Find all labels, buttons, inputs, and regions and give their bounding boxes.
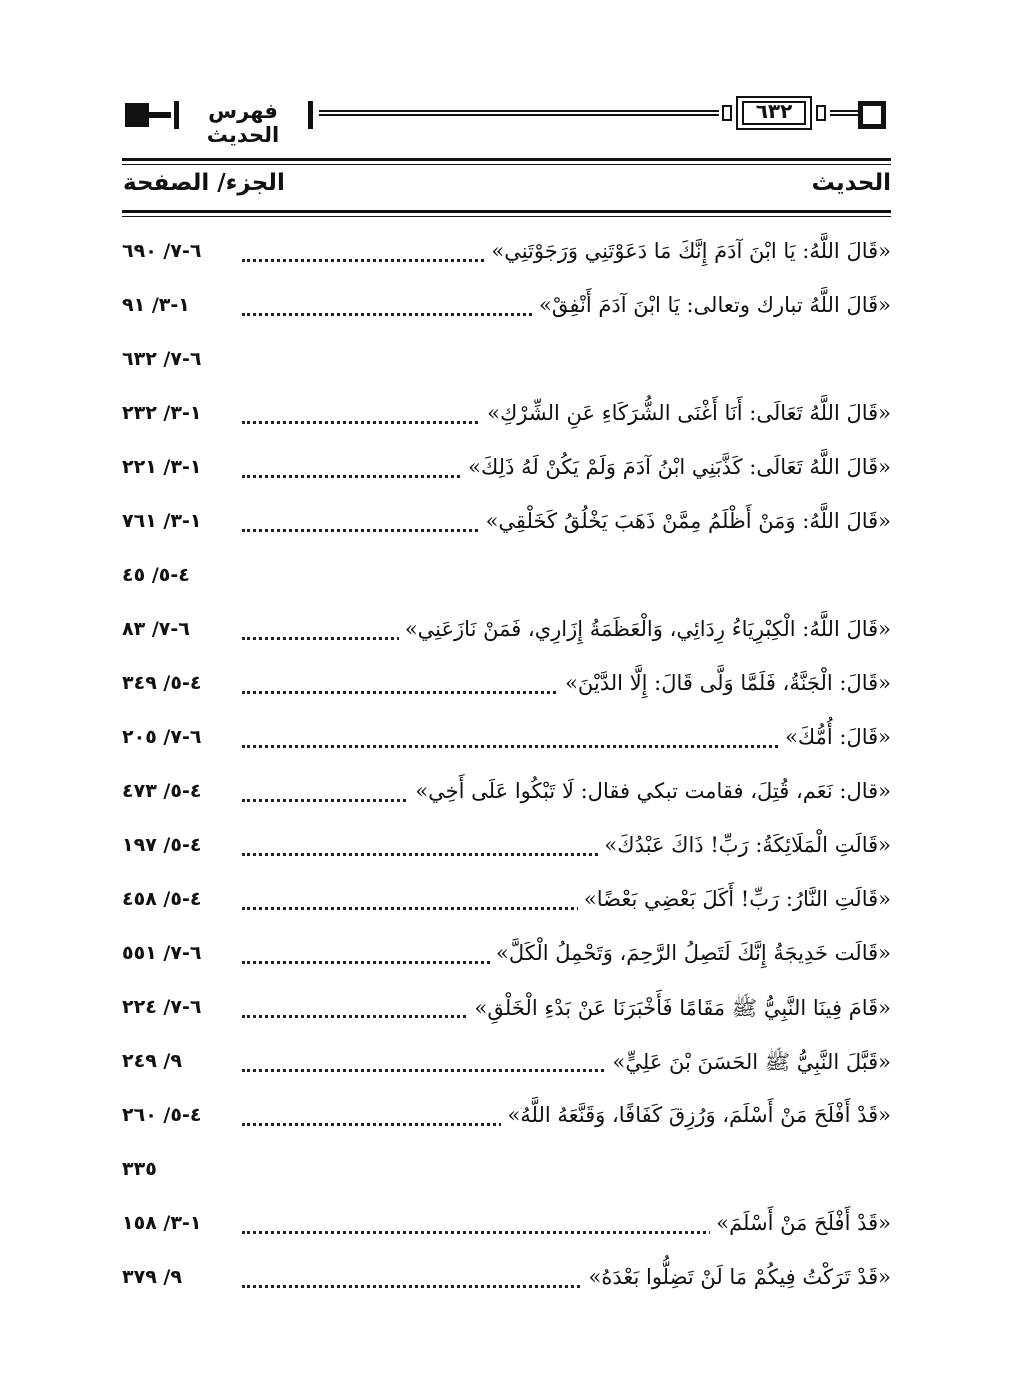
volume-page-reference: ١-٣/ ٩١ — [122, 294, 194, 316]
volume-page-reference: ١-٣/ ٢٢١ — [122, 456, 205, 478]
volume-page-reference: ٤-٥/ ٤٥٨ — [122, 888, 205, 910]
column-header-rule — [122, 210, 891, 213]
hadith-text: «قَالَ: الْجَنَّةُ، فَلَمَّا وَلَّى قَالَ: إِلَّا الدَّيْنَ» — [559, 671, 891, 695]
column-header-reference: الجزء/ الصفحة — [123, 170, 285, 196]
hadith-text: «قَالَ اللَّهُ: الْكِبْرِيَاءُ رِدَائِي، وَالْعَظَمَةُ إِزَارِي، فَمَنْ نَازَعَنِي» — [399, 617, 891, 641]
hadith-text: «قَالَ اللَّهُ تبارك وتعالى: يَا ابْنَ آدَمَ أَنْفِقْ» — [533, 293, 891, 317]
column-header-rule-thin — [122, 164, 891, 165]
volume-page-reference: ١-٣/ ١٥٨ — [122, 1212, 205, 1234]
header-rule — [319, 110, 719, 116]
hadith-text: «قال: نَعَم، قُتِلَ، فقامت تبكي فقال: لَا تَبْكُوا عَلَى أَخِي» — [409, 779, 891, 803]
hadith-text: «قَدْ أَفْلَحَ مَنْ أَسْلَمَ» — [710, 1211, 891, 1235]
index-entry — [122, 505, 891, 545]
hadith-text: «قَامَ فِينَا النَّبِيُّ ﷺ مَقَامًا فَأَخْبَرَنَا عَنْ بَدْءِ الْخَلْقِ» — [469, 995, 891, 1026]
volume-page-reference: ١-٣/ ٢٣٢ — [122, 402, 205, 424]
volume-page-reference: ٦-٧/ ٦٩٠ — [122, 240, 205, 262]
index-entry — [122, 1153, 891, 1193]
column-header-rule — [122, 158, 891, 161]
index-entry — [122, 397, 891, 437]
volume-page-reference: ٤-٥/ ٣٤٩ — [122, 672, 205, 694]
header-ornament-bar — [149, 112, 171, 118]
frame-ornament-left — [722, 105, 732, 121]
index-entry — [122, 1261, 891, 1301]
volume-page-reference: ٦-٧/ ٦٣٢ — [122, 348, 205, 370]
hadith-text: «قَالَ اللَّهُ تَعَالَى: كَذَّبَنِي ابْنُ آدَمَ وَلَمْ يَكُنْ لَهُ ذَلِكَ» — [462, 455, 891, 479]
column-header-hadith: الحديث — [811, 170, 891, 196]
leader-dots — [242, 745, 861, 748]
index-entry — [122, 559, 891, 599]
hadith-text: «قَالَ اللَّهُ تَعَالَى: أَنَا أَغْنَى الشُّرَكَاءِ عَنِ الشِّرْكِ» — [481, 401, 891, 425]
index-entry — [122, 1207, 891, 1247]
index-entry — [122, 667, 891, 707]
header-ornament-tick — [308, 101, 313, 129]
hadith-text: «قَالَ اللَّهُ: يَا ابْنَ آدَمَ إِنَّكَ مَا دَعَوْتَنِي وَرَجَوْتَنِي» — [485, 239, 891, 263]
volume-page-reference: ٤-٥/ ٤٧٣ — [122, 780, 205, 802]
running-header — [120, 95, 892, 147]
index-entry — [122, 613, 891, 653]
volume-page-reference: ٤-٥/ ١٩٧ — [122, 834, 205, 856]
hadith-text: «قَالَ: أُمُّكَ» — [779, 725, 891, 749]
index-entry — [122, 775, 891, 815]
header-rule-short — [830, 110, 858, 116]
running-header-title: فهرس الحديث — [206, 99, 280, 147]
header-ornament-hollow-square — [858, 101, 886, 129]
volume-page-reference: ٤-٥/ ٤٥ — [122, 564, 194, 586]
volume-page-reference: ٩/ ٢٤٩ — [122, 1050, 186, 1072]
column-header-rule-thin — [122, 216, 891, 217]
index-entry — [122, 991, 891, 1031]
volume-page-reference: ٩/ ٣٧٩ — [122, 1266, 186, 1288]
hadith-text: «قَالَتِ النَّارُ: رَبِّ! أَكَلَ بَعْضِي بَعْضًا» — [578, 887, 891, 911]
frame-ornament-right — [816, 105, 826, 121]
index-entry — [122, 1099, 891, 1139]
volume-page-reference: ٦-٧/ ٨٣ — [122, 618, 194, 640]
index-entry — [122, 829, 891, 869]
index-entry — [122, 721, 891, 761]
index-entry — [122, 937, 891, 977]
volume-page-reference: ٦-٧/ ٥٥١ — [122, 942, 205, 964]
header-ornament-tick — [174, 101, 179, 129]
hadith-text: «قَالَ اللَّهُ: وَمَنْ أَظْلَمُ مِمَّنْ ذَهَبَ يَخْلُقُ كَخَلْقِي» — [480, 509, 891, 533]
header-ornament-square — [125, 103, 149, 127]
index-entry — [122, 451, 891, 491]
hadith-text: «قَالَتِ الْمَلَائِكَةُ: رَبِّ! ذَاكَ عَبْدُكَ» — [598, 833, 891, 857]
volume-page-reference: ٦-٧/ ٢٢٤ — [122, 996, 205, 1018]
index-entry — [122, 1045, 891, 1085]
volume-page-reference: ٣٣٥ — [122, 1158, 161, 1180]
page-number-frame — [722, 96, 828, 132]
index-entry — [122, 343, 891, 383]
hadith-text: «قَبَّلَ النَّبِيُّ ﷺ الحَسَنَ بْنَ عَلِيٍّ» — [607, 1049, 891, 1080]
index-entry — [122, 235, 891, 275]
page-number: ٦٣٢ — [755, 99, 793, 123]
hadith-text: «قَالَت خَدِيجَةُ إِنَّكَ لَتَصِلُ الرَّحِمَ، وَتَحْمِلُ الْكَلَّ» — [490, 941, 891, 965]
volume-page-reference: ١-٣/ ٧٦١ — [122, 510, 205, 532]
volume-page-reference: ٤-٥/ ٢٦٠ — [122, 1104, 205, 1126]
hadith-text: «قَدْ تَرَكْتُ فِيكُمْ مَا لَنْ تَضِلُّوا بَعْدَهُ» — [582, 1265, 891, 1289]
index-entry — [122, 883, 891, 923]
index-entry — [122, 289, 891, 329]
volume-page-reference: ٦-٧/ ٢٠٥ — [122, 726, 205, 748]
hadith-text: «قَدْ أَفْلَحَ مَنْ أَسْلَمَ، وَرُزِقَ كَفَافًا، وَقَنَّعَهُ اللَّهُ» — [501, 1103, 891, 1127]
